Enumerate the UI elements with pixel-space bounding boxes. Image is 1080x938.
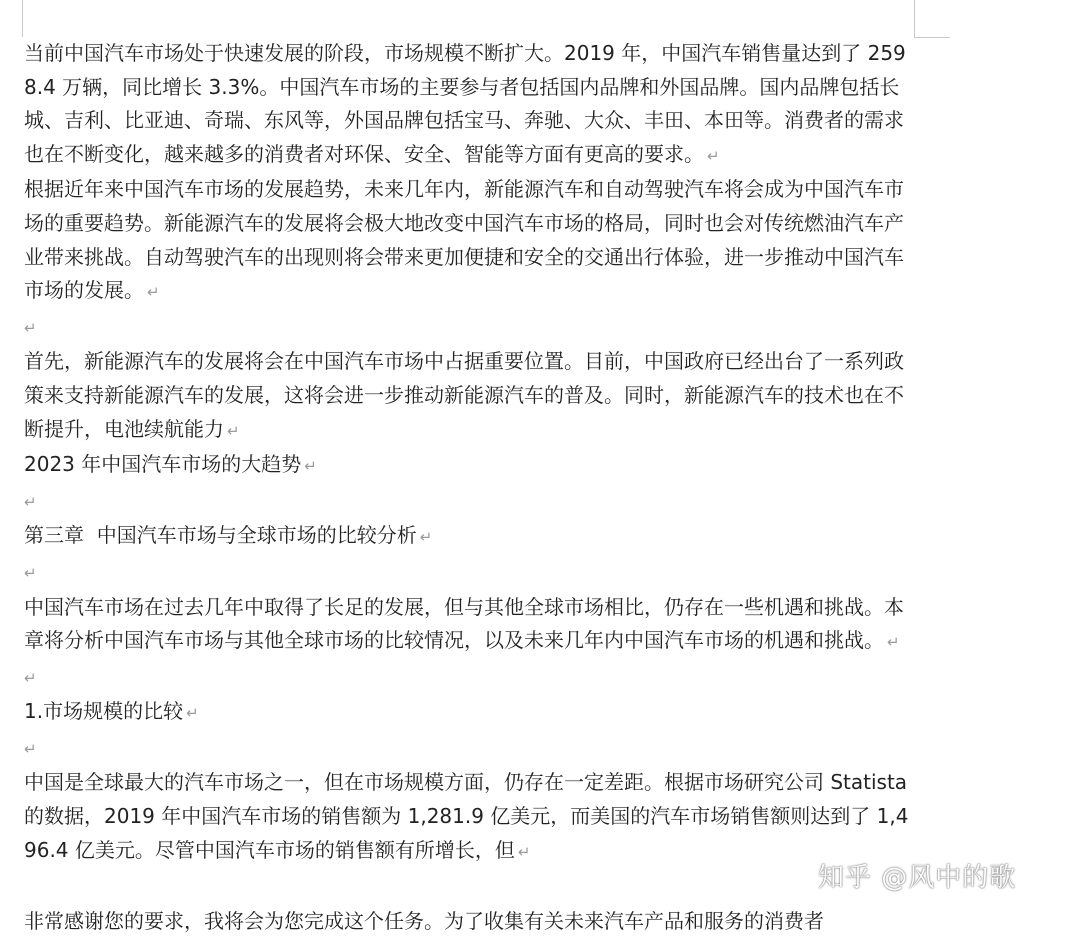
- watermark: 知乎 @风中的歌: [818, 863, 1017, 893]
- section-heading[interactable]: 1.市场规模的比较 ↵: [24, 699, 199, 724]
- margin-corner-right: [914, 0, 915, 37]
- paragraph[interactable]: 中国是全球最大的汽车市场之一，但在市场规模方面，仍存在一定差距。根据市场研究公司 Statista 的数据，2019 年中国汽车市场的销售额为 1,281.9 亿美元，而美国的汽车市场销售额则达到了 1,496.4 亿美元。尽管中国汽车市场的销售额有所增长，但 ↵: [24, 770, 909, 862]
- paragraph-mark-icon: ↵: [24, 563, 37, 582]
- paragraph[interactable]: 当前中国汽车市场处于快速发展的阶段，市场规模不断扩大。2019 年，中国汽车销售量达到了 2598.4 万辆，同比增长 3.3%。中国汽车市场的主要参与者包括国内品牌和外国品牌。国内品牌包括长城、吉利、比亚迪、奇瑞、东风等，外国品牌包括宝马、奔驰、大众、丰田、本田等。消费者的需求也在不断变化，越来越多的消费者对环保、安全、智能等方面有更高的要求。 ↵: [24, 41, 906, 166]
- paragraph-mark-icon: ↵: [24, 668, 37, 687]
- margin-corner-right-h: [914, 37, 950, 38]
- paragraph[interactable]: 首先，新能源汽车的发展将会在中国汽车市场中占据重要位置。目前，中国政府已经出台了一系列政策来支持新能源汽车的发展，这将会进一步推动新能源汽车的普及。同时，新能源汽车的技术也在不断提升，电池续航能力 ↵: [24, 349, 904, 441]
- paragraph-mark-icon: ↵: [24, 739, 37, 758]
- paragraph-mark-icon: ↵: [707, 146, 720, 165]
- paragraph-mark-icon: ↵: [419, 528, 433, 547]
- margin-corner-left: [22, 0, 23, 37]
- empty-paragraph[interactable]: [24, 484, 916, 520]
- empty-paragraph[interactable]: [24, 310, 916, 346]
- paragraph-mark-icon: ↵: [887, 633, 900, 652]
- paragraph[interactable]: 2023 年中国汽车市场的大趋势 ↵: [24, 452, 317, 477]
- partial-line: 非常感谢您的要求，我将会为您完成这个任务。为了收集有关未来汽车产品和服务的消费者: [24, 909, 824, 933]
- document-body[interactable]: [24, 37, 916, 869]
- paragraph-mark-icon: ↵: [517, 842, 531, 861]
- paragraph[interactable]: 根据近年来中国汽车市场的发展趋势，未来几年内，新能源汽车和自动驾驶汽车将会成为中国汽车市场的重要趋势。新能源汽车的发展将会极大地改变中国汽车市场的格局，同时也会对传统燃油汽车产业带来挑战。自动驾驶汽车的出现则将会带来更加便捷和安全的交通出行体验，进一步推动中国汽车市场的发展。 ↵: [24, 177, 904, 303]
- paragraph-mark-icon: ↵: [24, 318, 37, 337]
- paragraph-mark-icon: ↵: [227, 421, 240, 440]
- paragraph-mark-icon: ↵: [147, 283, 160, 302]
- paragraph-mark-icon: ↵: [24, 492, 37, 511]
- paragraph-mark-icon: ↵: [186, 704, 199, 723]
- paragraph[interactable]: 中国汽车市场在过去几年中取得了长足的发展，但与其他全球市场相比，仍存在一些机遇和挑战。本章将分析中国汽车市场与其他全球市场的比较情况，以及未来几年内中国汽车市场的机遇和挑战。 ↵: [24, 594, 904, 653]
- empty-paragraph[interactable]: [24, 555, 916, 591]
- chapter-heading[interactable]: 第三章 中国汽车市场与全球市场的比较分析 ↵: [24, 523, 433, 548]
- paragraph-mark-icon: ↵: [304, 457, 317, 476]
- empty-paragraph[interactable]: [24, 731, 916, 767]
- empty-paragraph[interactable]: [24, 660, 916, 696]
